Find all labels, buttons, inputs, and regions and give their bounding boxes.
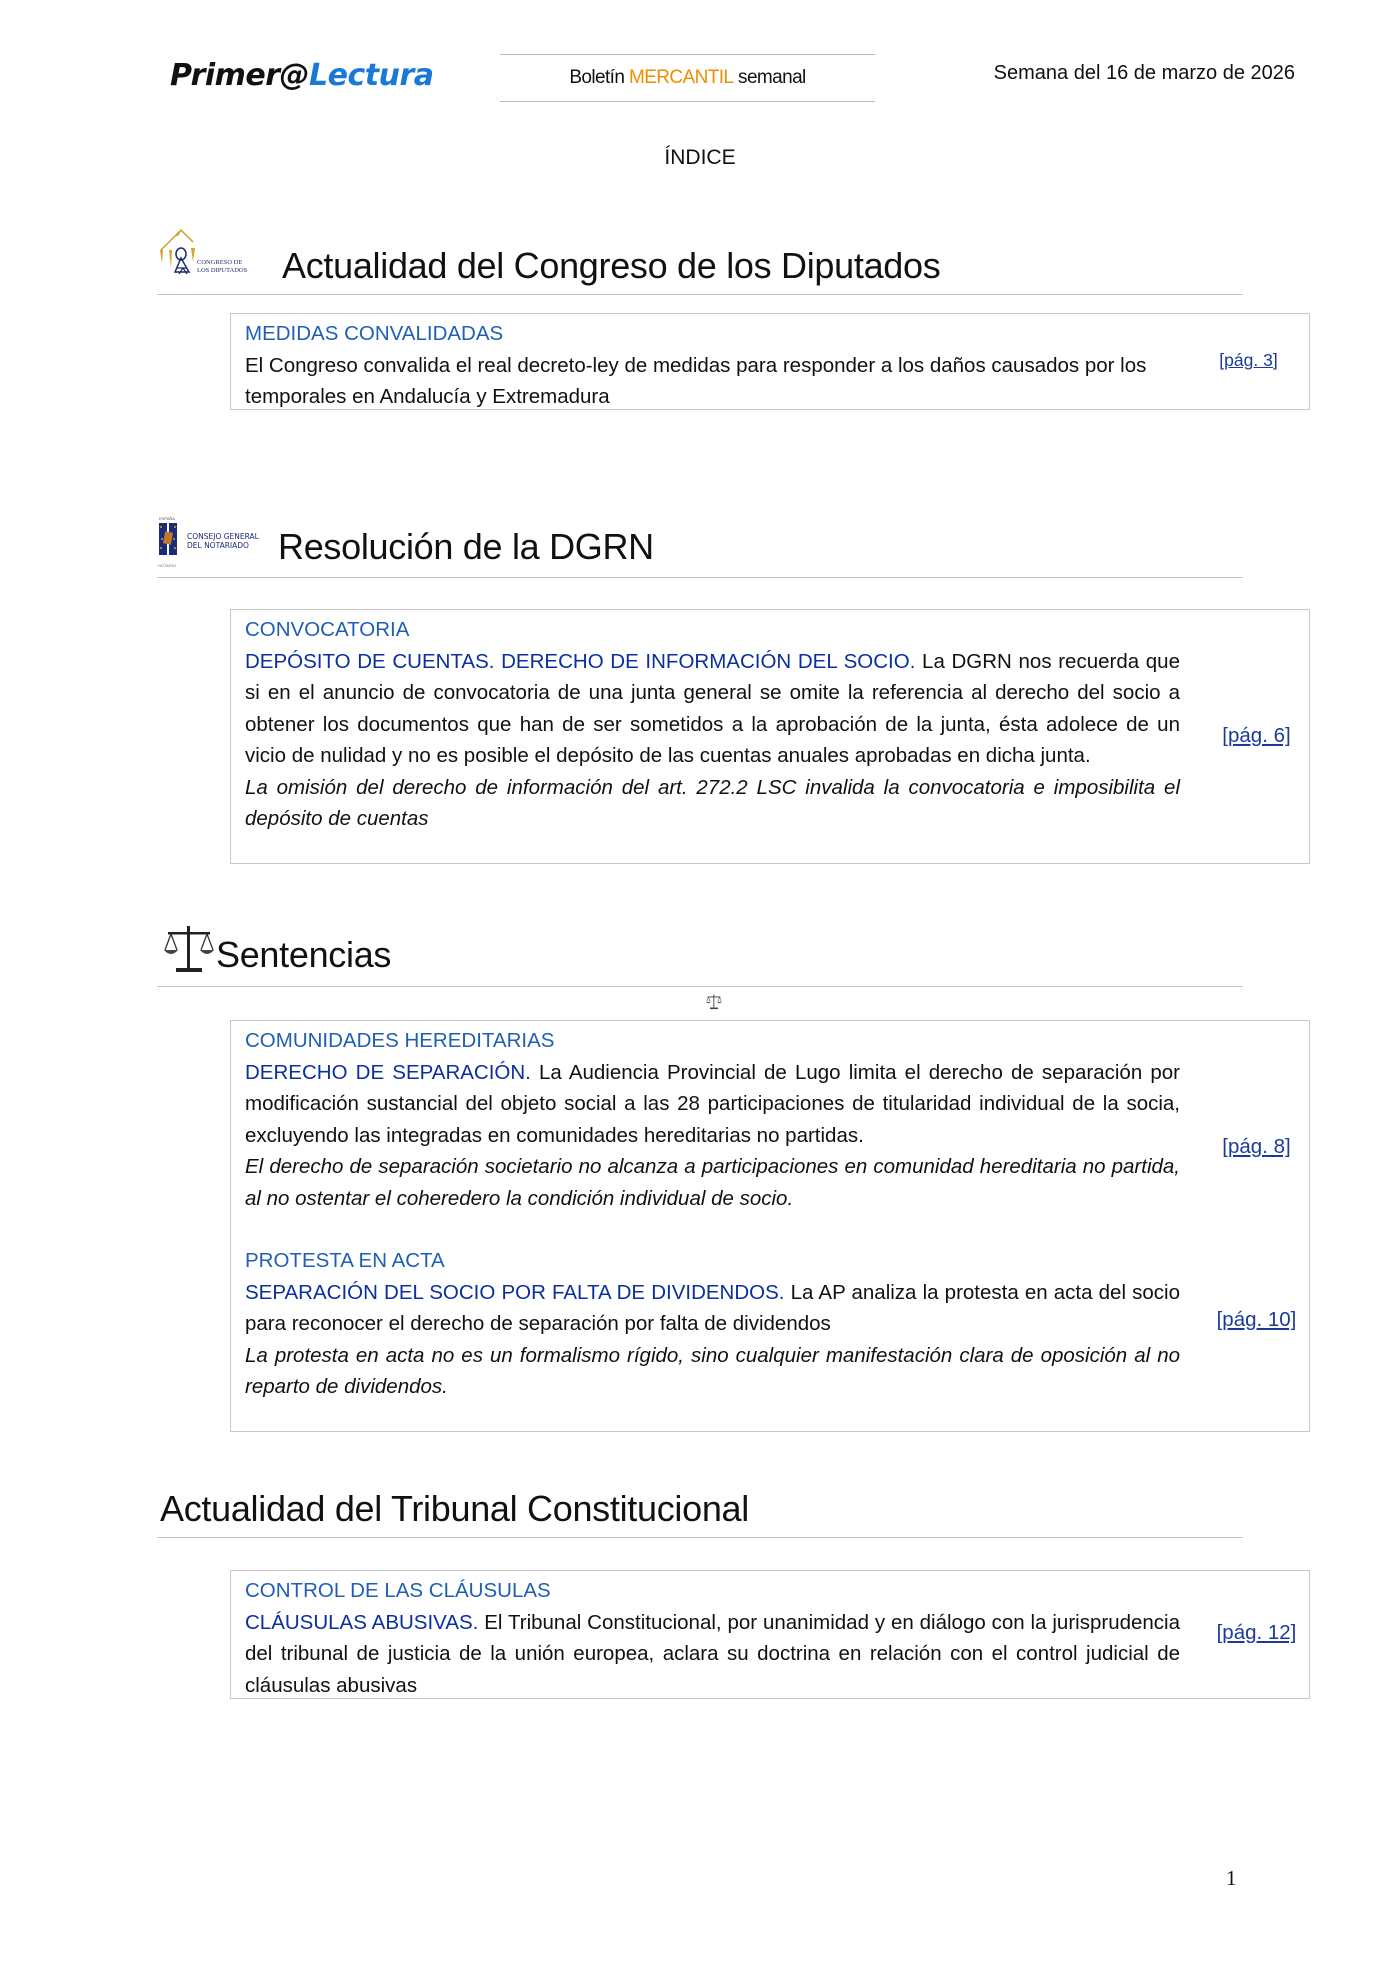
section-title-dgrn: Resolución de la DGRN: [278, 526, 654, 567]
entry-text: [245, 1575, 1180, 1701]
index-entry: [231, 1021, 1400, 1214]
entry-body: El Congreso convalida el real decreto-ley de medidas para responder a los daños causados por los temporales en Andalucía y Extremadura: [245, 353, 1147, 408]
bulletin-title-mercantil: MERCANTIL: [628, 67, 734, 88]
entry-body: La Audiencia Provincial de Lugo limita el derecho de separación por modificación sustancial del objeto social a las 28 participaciones de titularidad individual de la socia, excluyendo las integradas en comunidades hereditarias no partidas.: [245, 1060, 1180, 1147]
page-number: 1: [1226, 1866, 1237, 1890]
entry-text: [245, 614, 1180, 835]
bulletin-title-part3: semanal: [733, 67, 806, 88]
page-link[interactable]: [pág. 8]: [1222, 1135, 1291, 1158]
issue-date: Semana del 16 de marzo de 2026: [993, 62, 1295, 84]
index-entry: [231, 1571, 1400, 1701]
section-title-tribunal-constitucional: Actualidad del Tribunal Constitucional: [160, 1488, 749, 1529]
bulletin-title-part1: Boletín: [569, 67, 629, 88]
page-link[interactable]: [pág. 6]: [1222, 724, 1291, 747]
page-link[interactable]: [pág. 12]: [1216, 1621, 1297, 1644]
notariado-logo-icon: [157, 515, 281, 573]
index-entry: [231, 314, 1400, 413]
bulletin-title: [500, 54, 875, 102]
entry-text: [245, 1025, 1180, 1214]
svg-text:ESPAÑA: ESPAÑA: [159, 516, 175, 521]
entry-summary: La protesta en acta no es un formalismo rígido, sino cualquier manifestación clara de oposición al no reparto de dividendos.: [245, 1343, 1180, 1398]
brand-logo-part1: Primer@: [170, 58, 310, 93]
section-divider: [157, 294, 1243, 295]
page-link[interactable]: [pág. 3]: [1219, 350, 1278, 370]
svg-text:CONSEJO GENERAL: CONSEJO GENERAL: [187, 532, 259, 541]
entry-heading: SEPARACIÓN DEL SOCIO POR FALTA DE DIVIDENDOS.: [245, 1280, 785, 1304]
index-box-sentencias: [230, 1020, 1310, 1432]
index-entry: [231, 1214, 1400, 1403]
entry-summary: La omisión del derecho de información del art. 272.2 LSC invalida la convocatoria e imposibilita el depósito de cuentas: [245, 775, 1180, 830]
brand-logo-part2: Lectura: [309, 58, 434, 93]
congreso-logo-icon: [157, 228, 281, 282]
entry-body: La DGRN nos recuerda que si en el anuncio de convocatoria de una junta general se omite la referencia al derecho del socio a obtener los documentos que han de ser sometidos a la aprobación de la junta, ésta adolece de un vicio de nulidad y no es posible el depósito de las cuentas anuales aprobadas en dicha junta.: [245, 649, 1180, 767]
index-entry: [231, 610, 1400, 835]
entry-category: PROTESTA EN ACTA: [245, 1249, 445, 1272]
entry-body: La AP analiza la protesta en acta del socio para reconocer el derecho de separación por falta de dividendos: [245, 1280, 1180, 1335]
entry-category: MEDIDAS CONVALIDADAS: [245, 322, 504, 345]
page-link[interactable]: [pág. 10]: [1216, 1308, 1297, 1331]
entry-text: [245, 318, 1190, 413]
index-box-tribunal-constitucional: [230, 1570, 1310, 1699]
index-title: ÍNDICE: [664, 146, 736, 169]
index-box-congreso: [230, 313, 1310, 410]
svg-text:DEL NOTARIADO: DEL NOTARIADO: [187, 541, 249, 550]
entry-heading: CLÁUSULAS ABUSIVAS.: [245, 1610, 479, 1634]
entry-summary: El derecho de separación societario no alcanza a participaciones en comunidad hereditaria no partida, al no ostentar el coheredero la condición individual de socio.: [245, 1155, 1180, 1210]
entry-text: [245, 1245, 1180, 1403]
section-title-sentencias: Sentencias: [216, 934, 392, 975]
scales-of-justice-icon: [162, 924, 216, 976]
section-divider: [157, 1537, 1243, 1538]
small-scales-icon: [705, 994, 723, 1010]
entry-category: CONTROL DE LAS CLÁUSULAS: [245, 1579, 551, 1602]
brand-logo: [170, 58, 434, 93]
entry-heading: DERECHO DE SEPARACIÓN.: [245, 1060, 531, 1084]
index-box-dgrn: [230, 609, 1310, 864]
svg-text:NOTARIO: NOTARIO: [158, 563, 176, 568]
svg-text:CONGRESO DE: CONGRESO DE: [197, 259, 243, 266]
svg-text:LOS DIPUTADOS: LOS DIPUTADOS: [197, 267, 248, 274]
entry-body: El Tribunal Constitucional, por unanimidad y en diálogo con la jurisprudencia del tribunal de justicia de la unión europea, aclara su doctrina en relación con el control judicial de cláusulas abusivas: [245, 1610, 1181, 1697]
entry-category: COMUNIDADES HEREDITARIAS: [245, 1029, 555, 1052]
section-divider: [157, 986, 1243, 987]
section-title-congreso: Actualidad del Congreso de los Diputados: [282, 245, 941, 286]
section-divider: [157, 577, 1243, 578]
entry-heading: DEPÓSITO DE CUENTAS. DERECHO DE INFORMACIÓN DEL SOCIO.: [245, 649, 916, 673]
entry-category: CONVOCATORIA: [245, 618, 410, 641]
